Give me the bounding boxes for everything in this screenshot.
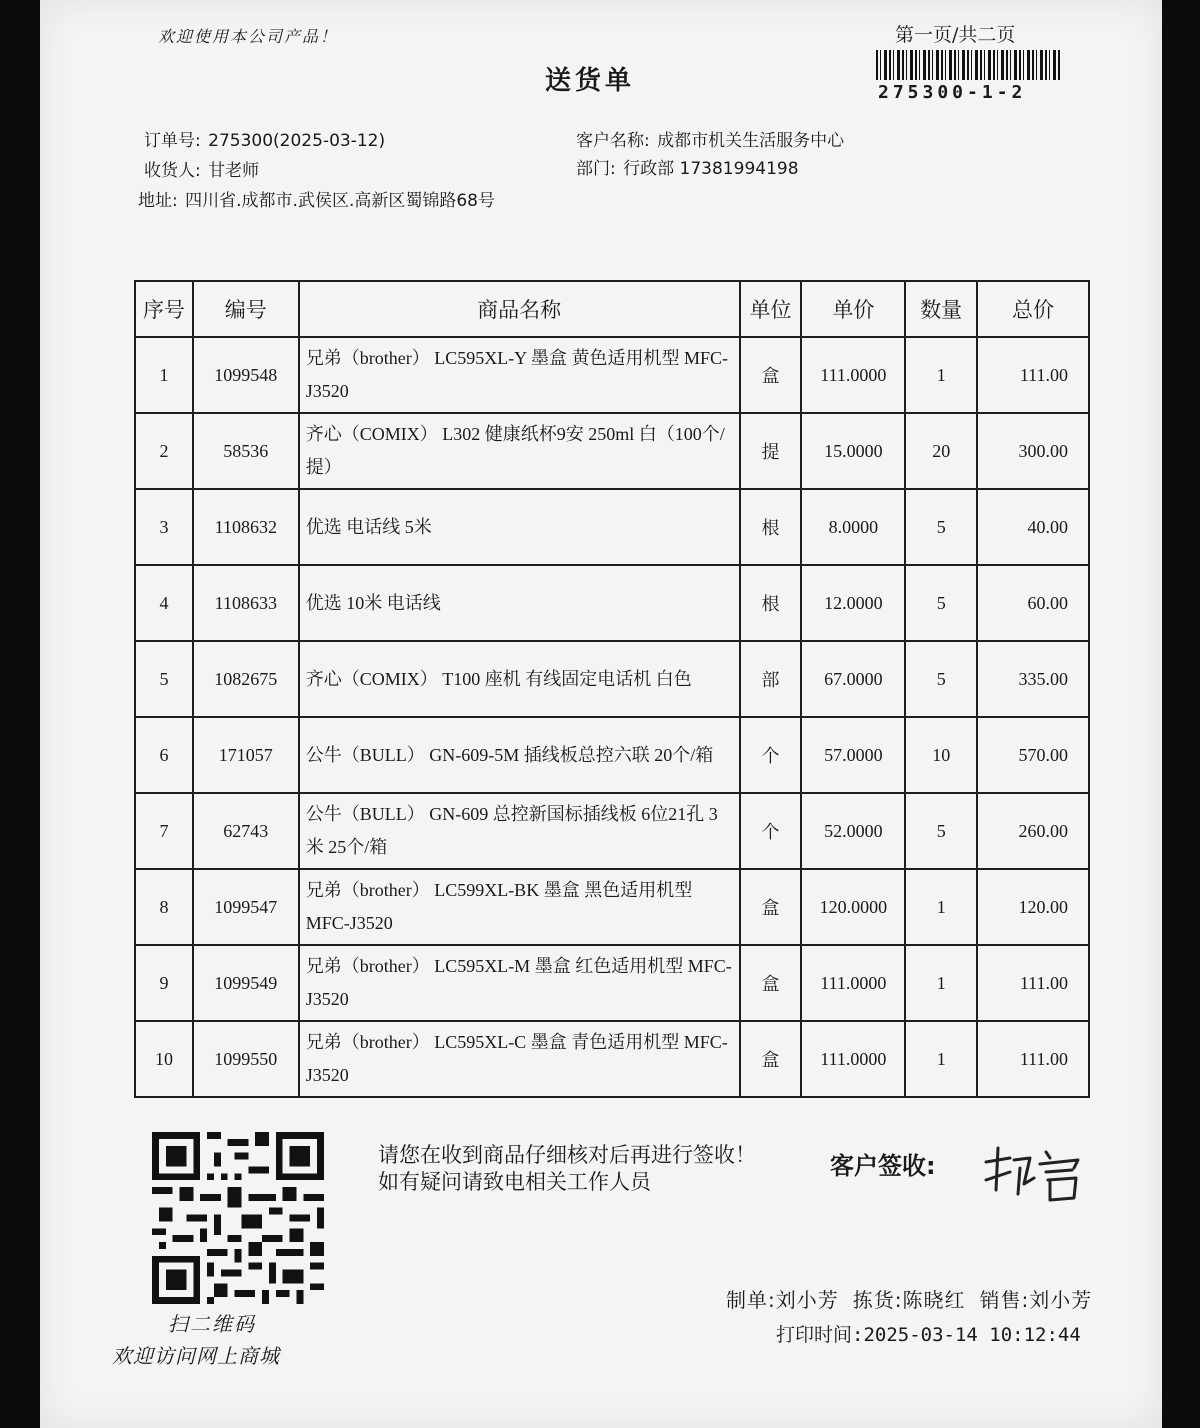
cell-code: 1099549	[193, 945, 299, 1021]
cell-seq: 4	[135, 565, 193, 641]
cell-unit: 个	[740, 717, 802, 793]
barcode-number: 275300-1-2	[878, 82, 1027, 103]
cell-qty: 20	[905, 413, 977, 489]
column-header-code: 编号	[193, 281, 299, 337]
cell-unit: 提	[740, 413, 802, 489]
barcode	[876, 50, 1062, 80]
cell-price: 52.0000	[801, 793, 905, 869]
cell-name: 优选 电话线 5米	[299, 489, 740, 565]
cell-qty: 1	[905, 337, 977, 413]
cell-qty: 1	[905, 869, 977, 945]
cell-unit: 根	[740, 565, 802, 641]
cell-total: 111.00	[977, 337, 1089, 413]
cell-name: 公牛（BULL） GN-609 总控新国标插线板 6位21孔 3米 25个/箱	[299, 793, 740, 869]
cell-code: 1082675	[193, 641, 299, 717]
cell-code: 58536	[193, 413, 299, 489]
table-row	[135, 641, 1089, 717]
qr-caption-scan: 扫二维码	[168, 1312, 256, 1336]
customer-label: 客户名称:	[576, 131, 650, 151]
cell-total: 300.00	[977, 413, 1089, 489]
table-row	[135, 565, 1089, 641]
column-header-qty: 数量	[905, 281, 977, 337]
cell-name: 兄弟（brother） LC595XL-C 墨盒 青色适用机型 MFC-J3520	[299, 1021, 740, 1097]
cell-price: 111.0000	[801, 945, 905, 1021]
order-number-label: 订单号:	[144, 131, 201, 151]
cell-price: 120.0000	[801, 869, 905, 945]
welcome-message: 欢迎使用本公司产品！	[158, 27, 339, 46]
table-row	[135, 717, 1089, 793]
cell-total: 570.00	[977, 717, 1089, 793]
column-header-seq: 序号	[135, 281, 193, 337]
cell-unit: 盒	[740, 945, 802, 1021]
cell-name: 兄弟（brother） LC599XL-BK 墨盒 黑色适用机型 MFC-J3520	[299, 869, 740, 945]
column-header-total: 总价	[977, 281, 1089, 337]
cell-name: 齐心（COMIX） L302 健康纸杯9安 250ml 白（100个/提）	[299, 413, 740, 489]
table-row	[135, 489, 1089, 565]
department-value: 行政部 17381994198	[623, 159, 799, 179]
cell-price: 15.0000	[801, 413, 905, 489]
cell-unit: 盒	[740, 337, 802, 413]
cell-qty: 5	[905, 793, 977, 869]
order-number-line	[144, 126, 385, 151]
cell-code: 62743	[193, 793, 299, 869]
cell-price: 8.0000	[801, 489, 905, 565]
cell-total: 260.00	[977, 793, 1089, 869]
cell-unit: 个	[740, 793, 802, 869]
receiver-line	[144, 156, 259, 181]
picker-name: 拣货:陈晓红	[852, 1288, 966, 1312]
cell-total: 335.00	[977, 641, 1089, 717]
receiver-value: 甘老师	[208, 161, 260, 181]
table-row	[135, 869, 1089, 945]
cell-unit: 盒	[740, 1021, 802, 1097]
cell-code: 1099548	[193, 337, 299, 413]
cell-price: 111.0000	[801, 1021, 905, 1097]
cell-code: 1099547	[193, 869, 299, 945]
cell-seq: 10	[135, 1021, 193, 1097]
table-row	[135, 413, 1089, 489]
cell-price: 67.0000	[801, 641, 905, 717]
sales-name: 销售:刘小芳	[979, 1288, 1093, 1312]
cell-seq: 2	[135, 413, 193, 489]
staff-line	[726, 1284, 1148, 1313]
cell-qty: 5	[905, 565, 977, 641]
cell-name: 公牛（BULL） GN-609-5M 插线板总控六联 20个/箱	[299, 717, 740, 793]
cell-price: 12.0000	[801, 565, 905, 641]
cell-qty: 1	[905, 945, 977, 1021]
address-line	[138, 186, 495, 211]
cell-code: 171057	[193, 717, 299, 793]
items-table	[134, 280, 1090, 1098]
cell-name: 兄弟（brother） LC595XL-M 墨盒 红色适用机型 MFC-J3520	[299, 945, 740, 1021]
cell-total: 120.00	[977, 869, 1089, 945]
cell-seq: 1	[135, 337, 193, 413]
cell-seq: 6	[135, 717, 193, 793]
receiver-label: 收货人:	[144, 161, 201, 181]
table-header-row	[135, 281, 1089, 337]
cell-code: 1099550	[193, 1021, 299, 1097]
cell-seq: 9	[135, 945, 193, 1021]
cell-total: 40.00	[977, 489, 1089, 565]
column-header-name: 商品名称	[299, 281, 740, 337]
customer-line	[576, 126, 844, 151]
column-header-price: 单价	[801, 281, 905, 337]
inspection-notice: 请您在收到商品仔细核对后再进行签收！如有疑问请致电相关工作人员	[378, 1143, 756, 1194]
cell-price: 111.0000	[801, 337, 905, 413]
table-row	[135, 945, 1089, 1021]
address-label: 地址:	[138, 191, 178, 211]
cell-unit: 部	[740, 641, 802, 717]
cell-total: 111.00	[977, 1021, 1089, 1097]
print-time: 打印时间:2025-03-14 10:12:44	[776, 1324, 1081, 1346]
table-row	[135, 337, 1089, 413]
cell-seq: 7	[135, 793, 193, 869]
customer-value: 成都市机关生活服务中心	[657, 131, 845, 151]
department-label: 部门:	[576, 159, 616, 179]
qr-code	[152, 1132, 324, 1304]
cell-qty: 10	[905, 717, 977, 793]
cell-qty: 1	[905, 1021, 977, 1097]
cell-price: 57.0000	[801, 717, 905, 793]
qr-caption-mall: 欢迎访问网上商城	[112, 1344, 280, 1368]
cell-qty: 5	[905, 489, 977, 565]
cell-seq: 8	[135, 869, 193, 945]
cell-code: 1108633	[193, 565, 299, 641]
delivery-note-paper	[40, 0, 1162, 1428]
cell-qty: 5	[905, 641, 977, 717]
cell-seq: 3	[135, 489, 193, 565]
cell-unit: 根	[740, 489, 802, 565]
department-line	[576, 154, 799, 179]
column-header-unit: 单位	[740, 281, 802, 337]
handwritten-signature	[980, 1138, 1090, 1208]
page-indicator: 第一页/共二页	[895, 24, 1016, 46]
cell-name: 齐心（COMIX） T100 座机 有线固定电话机 白色	[299, 641, 740, 717]
table-row	[135, 793, 1089, 869]
cell-name: 优选 10米 电话线	[299, 565, 740, 641]
cell-unit: 盒	[740, 869, 802, 945]
address-value: 四川省.成都市.武侯区.高新区蜀锦路68号	[185, 191, 495, 211]
cell-total: 60.00	[977, 565, 1089, 641]
cell-total: 111.00	[977, 945, 1089, 1021]
cell-name: 兄弟（brother） LC595XL-Y 墨盒 黄色适用机型 MFC-J3520	[299, 337, 740, 413]
order-number-value: 275300(2025-03-12)	[208, 131, 386, 151]
cell-seq: 5	[135, 641, 193, 717]
maker-name: 制单:刘小芳	[726, 1288, 839, 1312]
customer-signature-label: 客户签收:	[830, 1152, 936, 1180]
document-title: 送货单	[545, 66, 636, 96]
cell-code: 1108632	[193, 489, 299, 565]
table-row	[135, 1021, 1089, 1097]
